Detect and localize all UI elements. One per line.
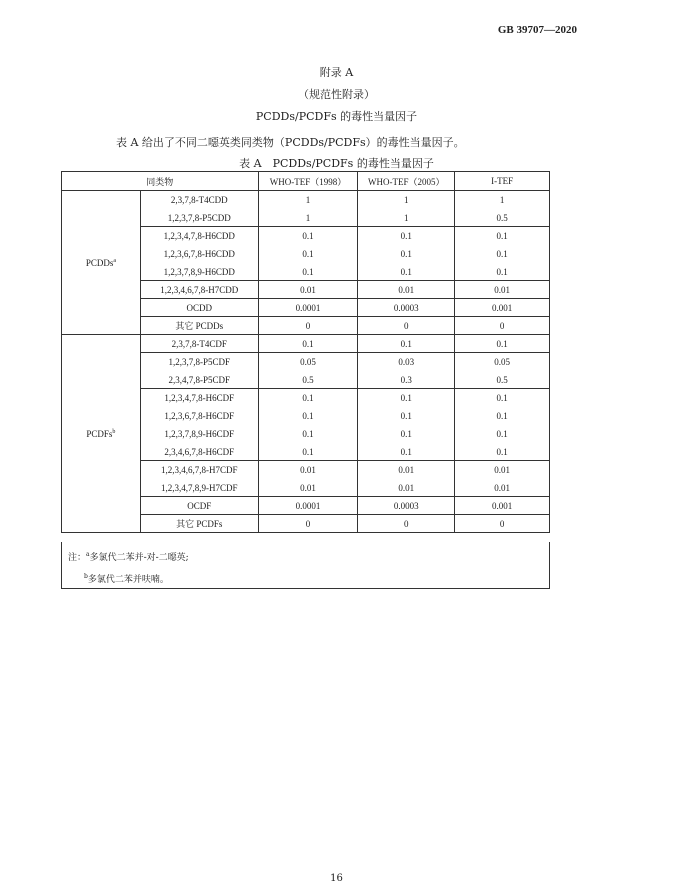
tef-value-cell: 0 xyxy=(455,515,550,533)
header-who-1998: WHO-TEF（1998） xyxy=(258,172,358,191)
congener-cell: 1,2,3,6,7,8-H6CDF xyxy=(140,407,258,425)
tef-value-cell: 0.5 xyxy=(455,209,550,227)
congener-cell: 1,2,3,7,8,9-H6CDF xyxy=(140,425,258,443)
tef-value-cell: 0.1 xyxy=(258,335,358,353)
note-b-text: 多氯代二苯并呋喃。 xyxy=(87,575,169,585)
congener-cell: 1,2,3,7,8,9-H6CDD xyxy=(140,263,258,281)
tef-value-cell: 0 xyxy=(258,515,358,533)
tef-value-cell: 0.1 xyxy=(358,245,455,263)
tef-value-cell: 0.0001 xyxy=(258,497,358,515)
congener-cell: 1,2,3,4,7,8,9-H7CDF xyxy=(140,479,258,497)
tef-value-cell: 0.1 xyxy=(358,389,455,407)
tef-table xyxy=(61,171,550,533)
page-number: 16 xyxy=(330,873,343,884)
table-row xyxy=(62,191,550,209)
tef-value-cell: 0.1 xyxy=(455,407,550,425)
tef-value-cell: 0.01 xyxy=(455,461,550,479)
tef-value-cell: 0.01 xyxy=(358,281,455,299)
tef-value-cell: 0.01 xyxy=(455,281,550,299)
group-note-mark: a xyxy=(113,257,117,264)
header-who-2005: WHO-TEF（2005） xyxy=(358,172,455,191)
tef-value-cell: 0.0001 xyxy=(258,299,358,317)
tef-value-cell: 1 xyxy=(358,191,455,209)
group-note-mark: b xyxy=(112,428,116,435)
group-label xyxy=(62,191,141,335)
tef-value-cell: 0.05 xyxy=(258,353,358,371)
congener-cell: 2,3,7,8-T4CDF xyxy=(140,335,258,353)
tef-value-cell: 0.1 xyxy=(258,425,358,443)
table-row xyxy=(62,335,550,353)
congener-cell: 2,3,4,6,7,8-H6CDF xyxy=(140,443,258,461)
note-a-mark: a xyxy=(86,551,90,558)
congener-cell: 1,2,3,6,7,8-H6CDD xyxy=(140,245,258,263)
tef-value-cell: 0.3 xyxy=(358,371,455,389)
tef-value-cell: 0.1 xyxy=(258,245,358,263)
tef-value-cell: 0.1 xyxy=(358,227,455,245)
tef-value-cell: 0.5 xyxy=(258,371,358,389)
tef-value-cell: 0 xyxy=(455,317,550,335)
congener-cell: 1,2,3,4,6,7,8-H7CDF xyxy=(140,461,258,479)
congener-cell: 1,2,3,4,6,7,8-H7CDD xyxy=(140,281,258,299)
congener-cell: 1,2,3,4,7,8-H6CDD xyxy=(140,227,258,245)
tef-value-cell: 0.1 xyxy=(258,443,358,461)
tef-value-cell: 0.1 xyxy=(358,263,455,281)
table-caption: 表 A PCDDs/PCDFs 的毒性当量因子 xyxy=(239,157,434,170)
header-i-tef: I-TEF xyxy=(455,172,550,191)
tef-value-cell: 0.0003 xyxy=(358,299,455,317)
header-congener: 同类物 xyxy=(62,172,259,191)
tef-value-cell: 0.1 xyxy=(358,407,455,425)
tef-value-cell: 0.1 xyxy=(358,335,455,353)
tef-value-cell: 0.01 xyxy=(258,461,358,479)
note-b xyxy=(84,572,169,585)
tef-value-cell: 0.5 xyxy=(455,371,550,389)
tef-value-cell: 0.1 xyxy=(258,407,358,425)
tef-value-cell: 0 xyxy=(258,317,358,335)
tef-value-cell: 0.1 xyxy=(455,245,550,263)
tef-value-cell: 0 xyxy=(358,317,455,335)
tef-value-cell: 0.1 xyxy=(258,263,358,281)
tef-value-cell: 0 xyxy=(358,515,455,533)
tef-value-cell: 1 xyxy=(258,209,358,227)
note-a-text: 多氯代二苯并-对-二噁英; xyxy=(89,553,189,563)
tef-value-cell: 0.01 xyxy=(455,479,550,497)
tef-value-cell: 0.03 xyxy=(358,353,455,371)
group-name: PCDDs xyxy=(85,257,114,268)
congener-cell: 其它 PCDDs xyxy=(140,317,258,335)
tef-value-cell: 0.1 xyxy=(258,227,358,245)
notes-box xyxy=(61,542,550,589)
congener-cell: 1,2,3,4,7,8-H6CDF xyxy=(140,389,258,407)
tef-value-cell: 0.1 xyxy=(455,227,550,245)
congener-cell: 1,2,3,7,8-P5CDF xyxy=(140,353,258,371)
note-a xyxy=(68,550,189,563)
intro-paragraph: 表 A 给出了不同二噁英类同类物（PCDDs/PCDFs）的毒性当量因子。 xyxy=(116,136,465,149)
congener-cell: 1,2,3,7,8-P5CDD xyxy=(140,209,258,227)
tef-value-cell: 0.1 xyxy=(358,443,455,461)
tef-value-cell: 0.1 xyxy=(358,425,455,443)
tef-value-cell: 1 xyxy=(258,191,358,209)
tef-value-cell: 1 xyxy=(455,191,550,209)
appendix-nature: （规范性附录） xyxy=(298,88,375,101)
notes-label: 注： xyxy=(68,553,87,563)
tef-value-cell: 0.001 xyxy=(455,299,550,317)
group-label xyxy=(62,335,141,533)
tef-value-cell: 0.1 xyxy=(455,263,550,281)
note-b-mark: b xyxy=(84,573,88,580)
appendix-subtitle: PCDDs/PCDFs 的毒性当量因子 xyxy=(255,110,418,123)
tef-value-cell: 0.1 xyxy=(455,335,550,353)
tef-value-cell: 0.1 xyxy=(455,389,550,407)
tef-value-cell: 0.01 xyxy=(358,461,455,479)
tef-value-cell: 0.1 xyxy=(455,443,550,461)
tef-value-cell: 0.1 xyxy=(258,389,358,407)
tef-value-cell: 0.0003 xyxy=(358,497,455,515)
congener-cell: OCDF xyxy=(140,497,258,515)
congener-cell: 2,3,7,8-T4CDD xyxy=(140,191,258,209)
tef-value-cell: 1 xyxy=(358,209,455,227)
congener-cell: 其它 PCDFs xyxy=(140,515,258,533)
congener-cell: 2,3,4,7,8-P5CDF xyxy=(140,371,258,389)
tef-value-cell: 0.05 xyxy=(455,353,550,371)
congener-cell: OCDD xyxy=(140,299,258,317)
tef-value-cell: 0.001 xyxy=(455,497,550,515)
tef-value-cell: 0.01 xyxy=(258,479,358,497)
appendix-title: 附录 A xyxy=(319,66,354,79)
standard-number: GB 39707—2020 xyxy=(497,24,577,36)
group-name: PCDFs xyxy=(86,428,113,439)
tef-value-cell: 0.01 xyxy=(358,479,455,497)
tef-value-cell: 0.1 xyxy=(455,425,550,443)
tef-value-cell: 0.01 xyxy=(258,281,358,299)
